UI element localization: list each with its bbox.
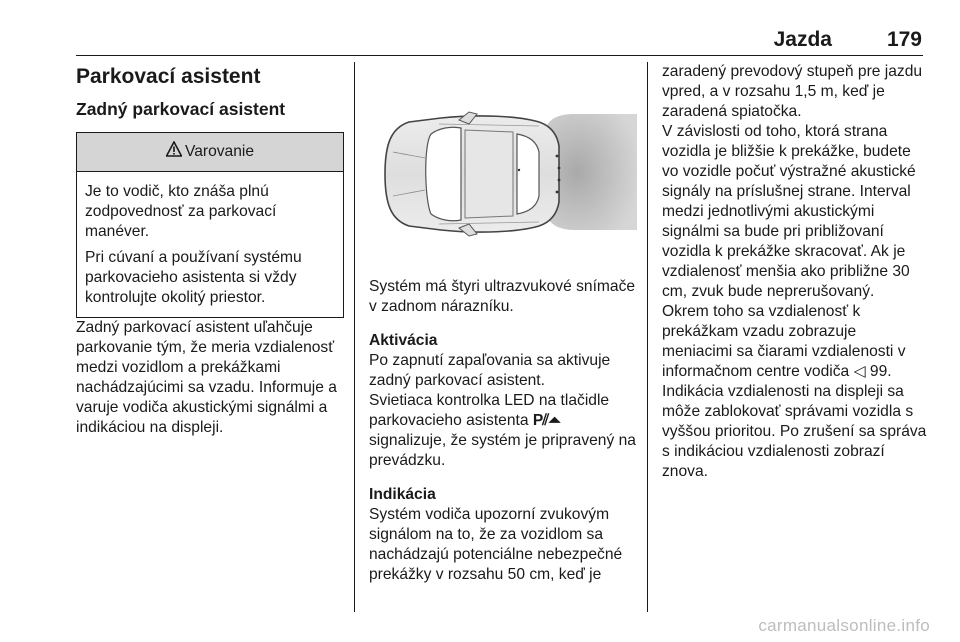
page-reference-arrow-icon: ◁ (853, 363, 866, 380)
warning-box (76, 132, 344, 318)
column-divider-right (647, 62, 648, 612)
warning-paragraph: Pri cúvaní a používaní systému parkovacieho asistenta si vždy kontrolujte okolitý priestor. (85, 249, 302, 306)
column-1 (76, 62, 344, 438)
column-3 (662, 62, 930, 482)
column-divider-left (354, 62, 355, 612)
indication-text: Systém vodiča upozorní zvukovým signálom na to, že za vozidlom sa nachádzajú potenciálne nebezpečné prekážky v rozsahu 50 cm, keď je (369, 506, 623, 583)
activation-text: Po zapnutí zapaľovania sa aktivuje zadný parkovací asistent. (369, 352, 611, 389)
column-2 (369, 62, 639, 585)
figure-caption: Systém má štyri ultrazvukové snímače v zadnom nárazníku. (369, 278, 636, 315)
car-parking-sensor-illustration (369, 62, 637, 277)
warning-body (77, 172, 343, 317)
display-paragraph (662, 302, 930, 382)
page-number: 179 (886, 28, 922, 51)
warning-title: Varovanie (184, 143, 255, 160)
display-text: Okrem toho sa vzdialenosť k prekážkam vzadu zobrazuje meniacimi sa čiarami vzdialenosti v informačnom centre vodiča (662, 303, 906, 380)
led-paragraph (369, 391, 639, 471)
parking-assist-button-icon: P⫽⏶ (532, 412, 560, 429)
warning-header (77, 133, 343, 172)
section-title: Parkovací asistent (76, 65, 261, 88)
led-text-2: signalizuje, že systém je pripravený na prevádzku. (369, 432, 636, 469)
warning-triangle-icon (166, 141, 182, 163)
subsection-title: Zadný parkovací asistent (76, 99, 286, 119)
continued-paragraph: zaradený prevodový stupeň pre jazdu vpred, a v rozsahu 1,5 m, keď je zaradená spiatočka. (662, 63, 923, 120)
led-text-1: Svietiaca kontrolka LED na tlačidle parkovacieho asistenta (369, 392, 610, 429)
running-header-section: Jazda (773, 28, 832, 51)
intro-paragraph: Zadný parkovací asistent uľahčuje parkovanie tým, že meria vzdialenosť medzi vozidlom a prekážkami nachádzajúcimi sa vzadu. Informuje a varuje vodiča akustickými signálmi a indikáciou na displeji. (76, 319, 337, 436)
side-warning-paragraph: V závislosti od toho, ktorá strana vozidla je bližšie k prekážke, budete vo vozidle počuť výstražné akustické signály na príslušnej strane. Interval medzi jednotlivými akustickými signálmi sa bude pri približovaní vozidla k prekážke skracovať. Ak je vzdialenosť menšia ako približne 30 cm, zvuk bude neprerušovaný. (662, 123, 916, 300)
page-reference-link[interactable]: 99. (869, 363, 892, 380)
warning-paragraph: Je to vodič, kto znáša plnú zodpovednosť za parkovací manéver. (85, 183, 277, 240)
header-rule (76, 55, 923, 56)
blocking-paragraph: Indikácia vzdialenosti na displeji sa môže zablokovať správami vozidla s vyššou prioritou. Po zrušení sa správa s indikáciou vzdialenosti zobrazí znova. (662, 383, 927, 480)
activation-heading: Aktivácia (369, 332, 438, 349)
watermark: carmanualsonline.info (758, 616, 930, 635)
indication-heading: Indikácia (369, 486, 436, 503)
